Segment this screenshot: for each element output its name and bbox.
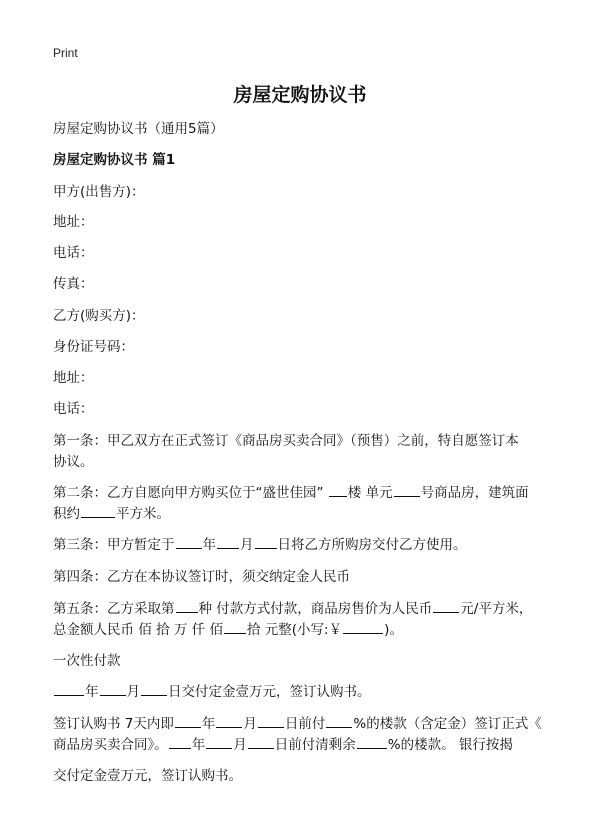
percent-text: %的楼款（含定金）签订正式《 <box>353 716 542 732</box>
unit-label: 单元 <box>365 485 393 501</box>
contract-text: 商品房买卖合同》。 <box>53 737 168 753</box>
deposit-text: 日交付定金壹万元，签订认购书。 <box>168 684 371 700</box>
room-blank <box>394 482 420 497</box>
lump-sum-label: 一次性付款 <box>53 653 121 669</box>
section-title: 房屋定购协议书 篇1 <box>53 152 176 168</box>
payment-2-line-1 <box>53 713 553 735</box>
deposit-year-blank <box>54 681 84 696</box>
total-amount-text: 总金额人民币 佰 拾 万 仟 佰 <box>53 622 223 638</box>
building-blank <box>329 482 347 497</box>
pay-year-blank <box>175 713 201 728</box>
pay-prefix: 日前付 <box>284 716 326 732</box>
pay-month-blank <box>216 713 242 728</box>
article-3-line <box>53 534 553 556</box>
month-label: 月 <box>240 537 254 553</box>
payment-1-line <box>53 681 553 703</box>
payment-2-text: 签订认购书 7天内即 <box>53 716 174 732</box>
area-prefix: 积约 <box>53 506 80 522</box>
article-4-line: 第四条：乙方在本协议签订时，须交纳定金人民币 <box>53 569 350 585</box>
year-label: 年 <box>202 537 216 553</box>
party-a-label: 甲方(出售方)： <box>53 184 145 200</box>
room-label: 号商品房，建筑面 <box>420 485 529 501</box>
final-day-blank <box>248 734 274 749</box>
delivery-day-blank <box>255 534 277 549</box>
unit-price-blank <box>433 598 459 613</box>
remaining-percent-blank <box>357 734 387 749</box>
month-label: 月 <box>233 737 247 753</box>
final-year-blank <box>169 734 191 749</box>
delivery-year-blank <box>176 534 202 549</box>
article-2-text: 第二条：乙方自愿向甲方购买位于“盛世佳园” <box>53 485 324 501</box>
document-title: 房屋定购协议书 <box>233 84 367 106</box>
amount-digits-blank <box>343 619 383 634</box>
article-5-line-2 <box>53 619 553 641</box>
article-3-text: 第三条：甲方暂定于 <box>53 537 175 553</box>
amount-close: )。 <box>384 622 403 638</box>
payment-3-line: 交付定金壹万元，签订认购书。 <box>53 768 242 784</box>
day-label: 日将乙方所购房交付乙方使用。 <box>277 537 467 553</box>
party-b-label: 乙方(购买方)： <box>53 308 145 324</box>
document-subtitle: 房屋定购协议书（通用5篇） <box>53 121 224 137</box>
final-month-blank <box>206 734 232 749</box>
area-blank <box>81 503 115 518</box>
deposit-day-blank <box>141 681 167 696</box>
unit-price-label: 元/平方米， <box>460 601 533 617</box>
print-label: Print <box>53 46 78 60</box>
fax-label: 传真： <box>53 276 94 292</box>
article-2-line-2 <box>53 503 553 525</box>
phone-a-label: 电话： <box>53 245 94 261</box>
mortgage-text: %的楼款。 银行按揭 <box>387 737 513 753</box>
month-label: 月 <box>126 684 140 700</box>
year-label: 年 <box>85 684 99 700</box>
remaining-text: 日前付清剩余 <box>274 737 356 753</box>
amount-text: 拾 元整(小写:￥ <box>246 622 343 638</box>
payment-method-blank <box>176 598 198 613</box>
article-1-line-1: 第一条：甲乙双方在正式签订《商品房买卖合同》（预售）之前，特自愿签订本 <box>53 433 519 449</box>
price-text: 种 付款方式付款，商品房售价为人民币 <box>198 601 433 617</box>
pay-day-blank <box>258 713 284 728</box>
percent-blank <box>326 713 352 728</box>
id-number-label: 身份证号码： <box>53 339 134 355</box>
year-label: 年 <box>201 716 216 732</box>
phone-b-label: 电话： <box>53 401 94 417</box>
article-5-text: 第五条：乙方采取第 <box>53 601 175 617</box>
article-5-line-1 <box>53 598 553 620</box>
address-b-label: 地址： <box>53 370 94 386</box>
deposit-month-blank <box>100 681 126 696</box>
year-label: 年 <box>191 737 206 753</box>
payment-2-line-2 <box>53 734 553 756</box>
address-a-label: 地址： <box>53 214 94 230</box>
article-1-line-2: 协议。 <box>53 454 94 470</box>
amount-blank <box>224 619 246 634</box>
delivery-month-blank <box>217 534 239 549</box>
article-2-line-1 <box>53 482 553 504</box>
building-label: 楼 <box>347 485 362 501</box>
area-unit: 平方米。 <box>116 506 170 522</box>
month-label: 月 <box>243 716 257 732</box>
